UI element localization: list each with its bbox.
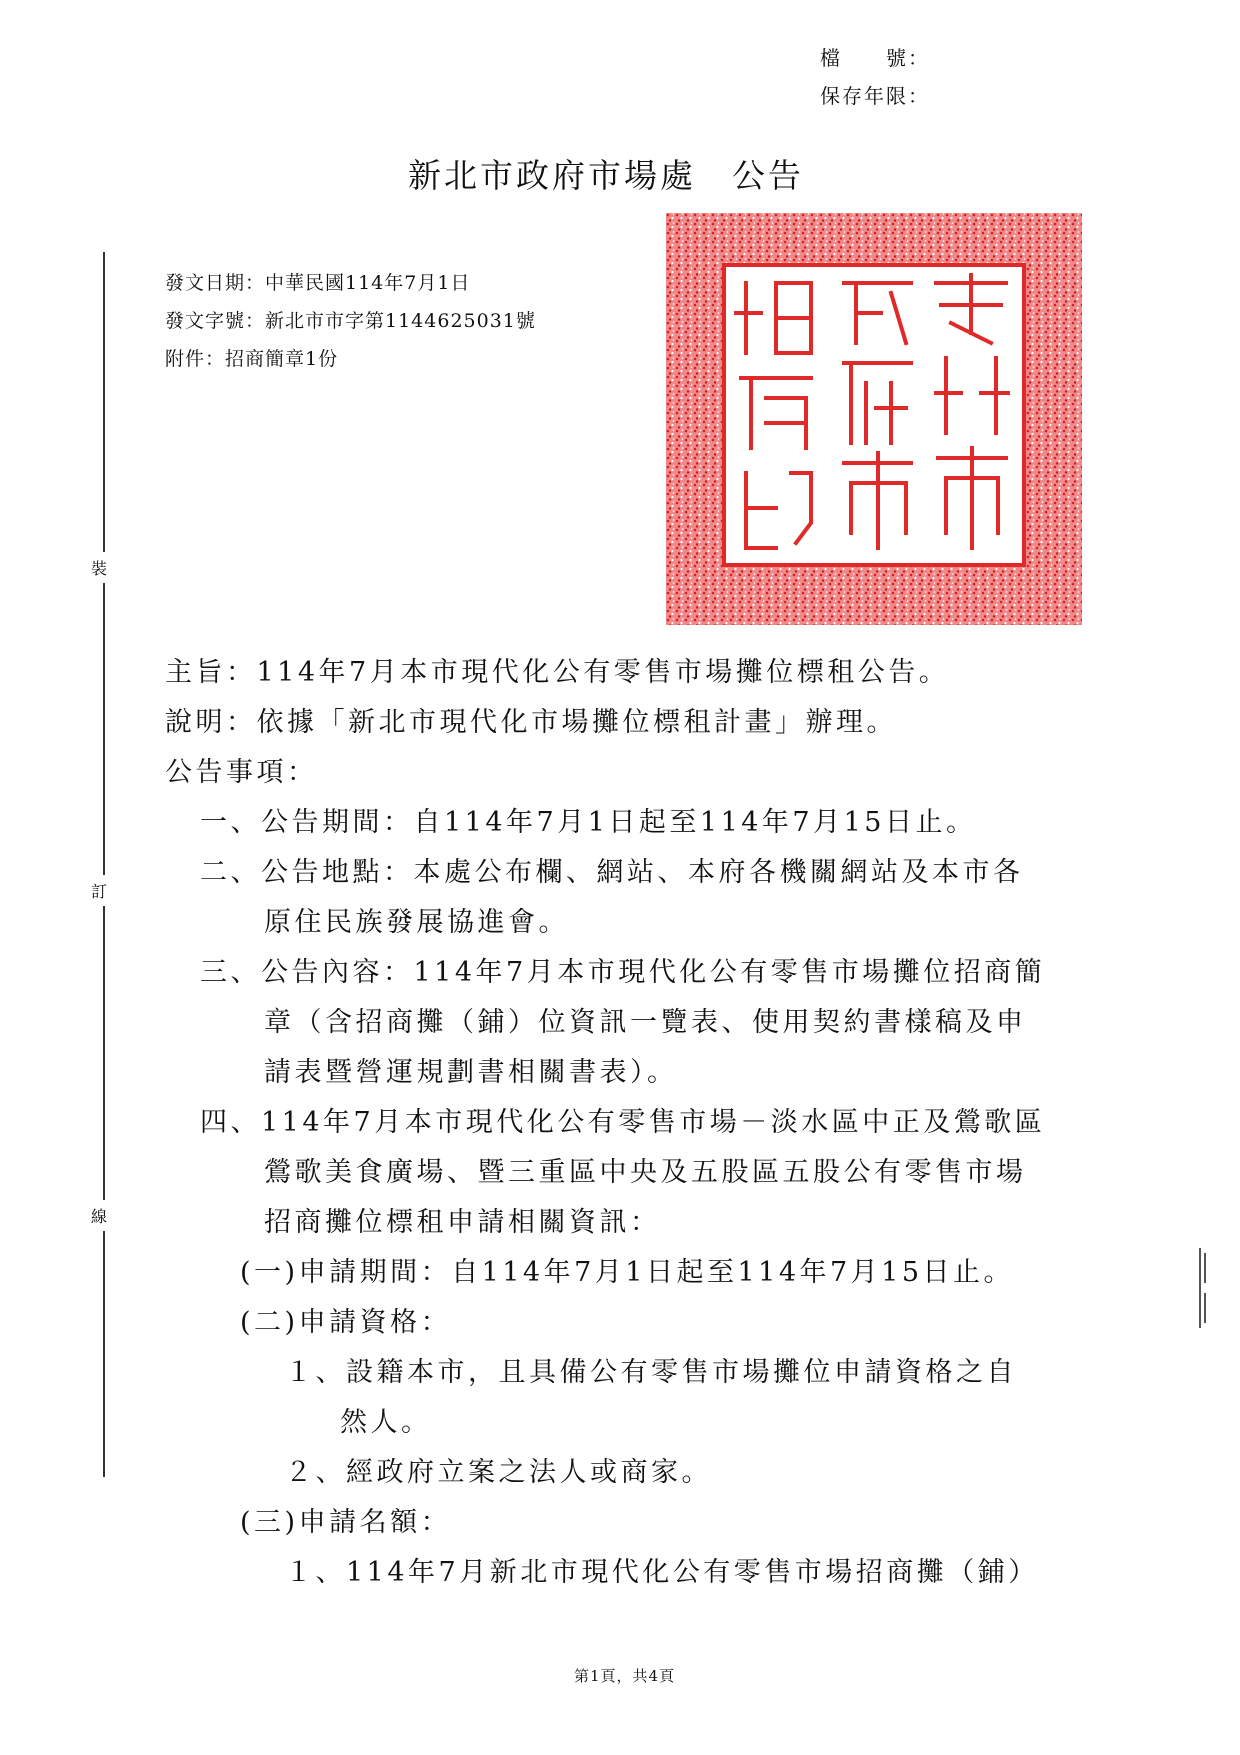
page-title: 新北市政府市場處 公告 bbox=[408, 156, 804, 195]
item-2-line-1: 二、公告地點：本處公布欄、網站、本府各機關網站及本市各 bbox=[200, 857, 1024, 888]
sub-item-3-1: １、114年7月新北市現代化公有零售市場招商攤（鋪） bbox=[285, 1557, 1039, 1588]
matters-heading: 公告事項： bbox=[165, 757, 318, 788]
sub-item-2-1-line-2: 然人。 bbox=[340, 1407, 432, 1438]
scan-edge-mark bbox=[1197, 1248, 1209, 1328]
item-3-line-3: 請表暨營運規劃書相關書表）。 bbox=[264, 1057, 678, 1088]
item-2-line-2: 原住民族發展協進會。 bbox=[264, 907, 569, 938]
binding-label-xian: 線 bbox=[91, 1200, 107, 1231]
sub-item-2: (二)申請資格： bbox=[240, 1307, 452, 1338]
binding-label-ding: 訂 bbox=[91, 875, 107, 906]
sub-item-1: (一)申請期間：自114年7月1日起至114年7月15日止。 bbox=[240, 1257, 1015, 1288]
explanation-line: 說明：依據「新北市現代化市場攤位標租計畫」辦理。 bbox=[165, 707, 897, 738]
official-seal bbox=[666, 213, 1082, 625]
page-number: 第1頁，共4頁 bbox=[574, 1667, 676, 1685]
subject-line: 主旨：114年7月本市現代化公有零售市場攤位標租公告。 bbox=[165, 657, 950, 688]
issue-date: 發文日期：中華民國114年7月1日 bbox=[165, 272, 471, 294]
binding-label-zhuang: 裝 bbox=[91, 552, 107, 583]
attachment-info: 附件：招商簡章1份 bbox=[165, 348, 339, 370]
item-3-line-2: 章（含招商攤（鋪）位資訊一覽表、使用契約書樣稿及申 bbox=[264, 1007, 1027, 1038]
item-4-line-1: 四、114年7月本市現代化公有零售市場－淡水區中正及鶯歌區 bbox=[200, 1107, 1046, 1138]
retention-label: 保存年限： bbox=[820, 84, 930, 108]
file-number-label: 檔 號： bbox=[820, 46, 930, 70]
binding-line bbox=[103, 252, 105, 1477]
item-3-line-1: 三、公告內容：114年7月本市現代化公有零售市場攤位招商簡 bbox=[200, 957, 1046, 988]
sub-item-3: (三)申請名額： bbox=[240, 1507, 452, 1538]
document-number: 發文字號：新北市市字第1144625031號 bbox=[165, 310, 536, 332]
item-4-line-2: 鶯歌美食廣場、暨三重區中央及五股區五股公有零售市場 bbox=[264, 1157, 1027, 1188]
sub-item-2-2: ２、經政府立案之法人或商家。 bbox=[285, 1457, 712, 1488]
item-1: 一、公告期間：自114年7月1日起至114年7月15日止。 bbox=[200, 807, 977, 838]
item-4-line-3: 招商攤位標租申請相關資訊： bbox=[264, 1207, 661, 1238]
sub-item-2-1-line-1: １、設籍本市，且具備公有零售市場攤位申請資格之自 bbox=[285, 1357, 1017, 1388]
